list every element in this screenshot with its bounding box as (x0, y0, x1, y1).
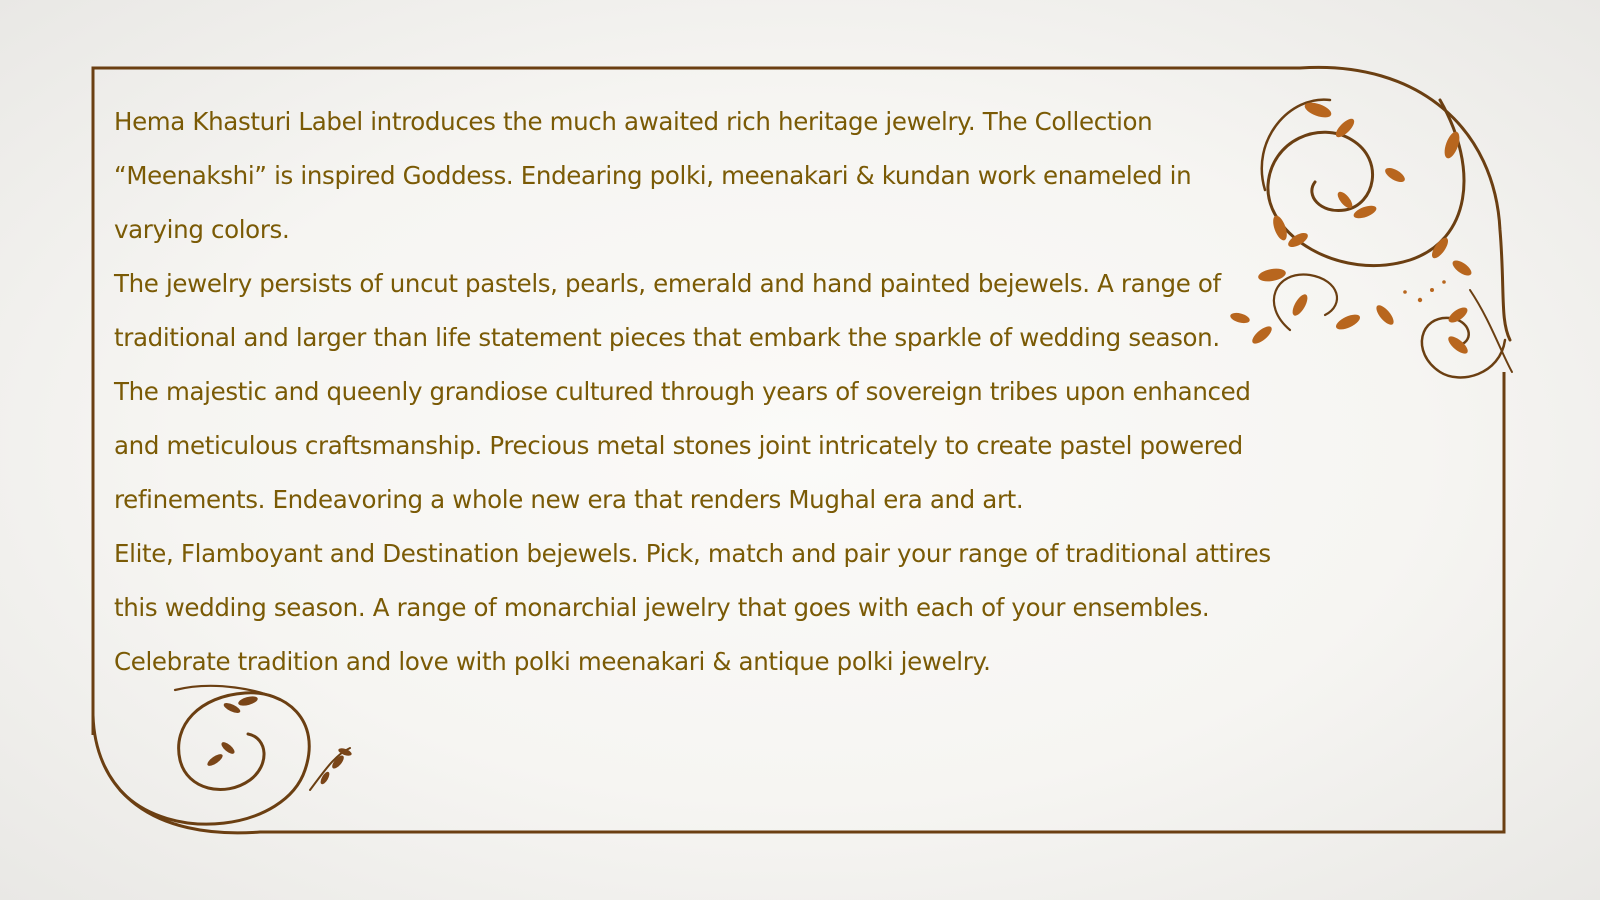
text-line: Elite, Flamboyant and Destination bejewels. Pick, match and pair your range of traditional attires (114, 539, 1271, 568)
text-line: “Meenakshi” is inspired Goddess. Endearing polki, meenakari & kundan work enameled in (114, 161, 1192, 190)
text-line: traditional and larger than life statement pieces that embark the sparkle of wedding season. (114, 323, 1220, 352)
text-line: The jewelry persists of uncut pastels, pearls, emerald and hand painted bejewels. A range of (114, 269, 1221, 298)
text-line: The majestic and queenly grandiose cultured through years of sovereign tribes upon enhanced (114, 377, 1251, 406)
top-right-dots (1403, 280, 1446, 302)
bottom-left-leaves (206, 695, 353, 786)
description-text (114, 95, 1334, 689)
text-line: Hema Khasturi Label introduces the much awaited rich heritage jewelry. The Collection (114, 107, 1153, 136)
text-line: refinements. Endeavoring a whole new era that renders Mughal era and art. (114, 485, 1024, 514)
text-line: this wedding season. A range of monarchial jewelry that goes with each of your ensembles. (114, 593, 1210, 622)
text-line: varying colors. (114, 215, 290, 244)
text-line: and meticulous craftsmanship. Precious metal stones joint intricately to create pastel powered (114, 431, 1243, 460)
bottom-left-ornament (93, 686, 350, 833)
text-line: Celebrate tradition and love with polki meenakari & antique polki jewelry. (114, 647, 991, 676)
